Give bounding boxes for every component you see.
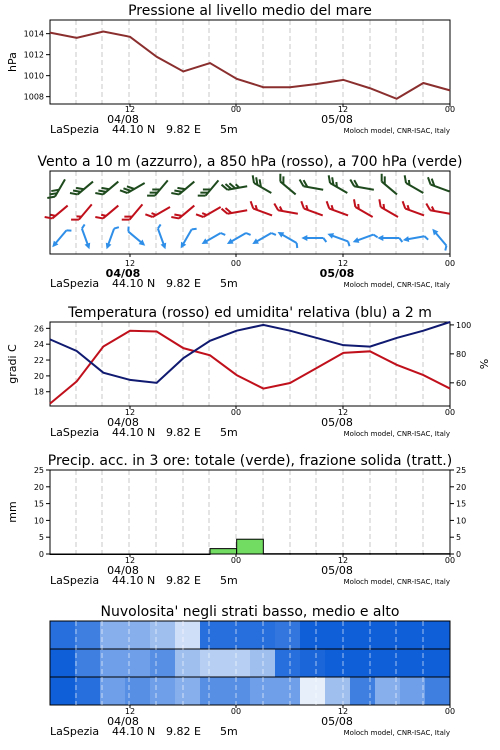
wind-10m-barb (178, 225, 197, 250)
y-axis-label: hPa (6, 52, 19, 72)
date-label: 05/08 (321, 113, 353, 126)
cloud-cell (275, 677, 301, 705)
y-tick-label: 20 (33, 482, 44, 492)
cloud-cell (100, 677, 126, 705)
wind-700-barb (378, 174, 401, 195)
precip-bar (317, 554, 344, 555)
y-tick-label-right: 5 (456, 533, 462, 543)
wind-10m-barb (429, 227, 450, 251)
x-tick-label: 12 (124, 707, 136, 716)
cloud-cell (325, 621, 351, 649)
x-tick-label: 12 (337, 556, 349, 565)
location-lon: 9.82 E (166, 725, 201, 738)
cloud-cell (300, 649, 326, 677)
wind-10m-barb (377, 235, 402, 242)
wind-10m-barb (78, 224, 93, 250)
cloud-cell (225, 621, 251, 649)
location-name: LaSpezia (50, 426, 100, 439)
y-tick-label: 1012 (23, 50, 44, 60)
x-tick-label: 00 (444, 259, 456, 268)
wind-850-barb (376, 199, 401, 217)
cloud-cell (100, 621, 126, 649)
cloud-cell (225, 649, 251, 677)
cloud-cell (50, 621, 76, 649)
wind-850-barb (249, 201, 275, 215)
date-label: 05/08 (321, 564, 353, 577)
y-tick-label-right: 10 (456, 516, 467, 526)
wind-850-barb (325, 201, 351, 215)
cloud-cell (200, 621, 226, 649)
cloud-cell (350, 621, 376, 649)
location-lat: 44.10 N (112, 123, 156, 136)
x-tick-label: 12 (124, 105, 136, 114)
cloud-cell (175, 677, 201, 705)
precip-bar (77, 554, 104, 555)
wind-10m-barb (301, 235, 326, 242)
x-tick-label: 00 (230, 556, 242, 565)
x-tick-label: 00 (230, 408, 242, 417)
y-tick-label: 15 (33, 499, 44, 509)
wind-10m-barb (124, 227, 148, 248)
y-tick-label: 20 (33, 371, 44, 381)
wind-850-barb (196, 202, 221, 220)
humidity-line (50, 322, 450, 383)
cloud-cell (200, 649, 226, 677)
location-alt: 5m (220, 277, 238, 290)
x-tick-label: 00 (444, 556, 456, 565)
date-label: 05/08 (319, 267, 355, 280)
wind-850-barb (222, 204, 248, 214)
precip-bar (370, 554, 397, 555)
wind-700-barb (198, 176, 219, 199)
temperature-line (50, 331, 450, 404)
cloud-cell (350, 677, 376, 705)
model-credit: Moloch model, CNR-ISAC, Italy (343, 127, 450, 135)
cloud-cell (275, 649, 301, 677)
y-tick-label: 22 (33, 356, 44, 366)
location-lat: 44.10 N (112, 725, 156, 738)
x-tick-label: 12 (124, 259, 136, 268)
cloud-cell (50, 649, 76, 677)
cloud-cell (150, 649, 176, 677)
x-tick-label: 00 (444, 707, 456, 716)
location-lat: 44.10 N (112, 574, 156, 587)
x-tick-label: 00 (444, 408, 456, 417)
wind-10m-barb (200, 229, 225, 248)
cloud-cell (425, 677, 451, 705)
precip-bar (397, 554, 424, 555)
y-tick-label-right: 60 (456, 378, 467, 388)
y-tick-label-right: 25 (456, 466, 467, 475)
cloud-cell (200, 677, 226, 705)
precip-bar (210, 549, 237, 554)
x-tick-label: 00 (230, 707, 242, 716)
location-lat: 44.10 N (112, 277, 156, 290)
location-lon: 9.82 E (166, 277, 201, 290)
y-tick-label-right: 100 (456, 320, 472, 330)
precip-bar (130, 554, 157, 555)
cloud-cell (425, 649, 451, 677)
precip-bar (183, 554, 210, 555)
y-axis-label-right: % (478, 358, 491, 370)
chart-title: Vento a 10 m (azzurro), a 850 hPa (rosso), a 700 hPa (verde) (37, 154, 463, 170)
y-axis-label: gradi C (6, 344, 19, 384)
cloud-cell (75, 677, 101, 705)
x-tick-label: 12 (337, 105, 349, 114)
wind-850-barb (71, 200, 92, 223)
cloud-cell (300, 621, 326, 649)
wind-850-barb (425, 203, 451, 213)
x-tick-label: 12 (337, 259, 349, 268)
wind-700-barb (349, 179, 375, 189)
cloud-cell (300, 677, 326, 705)
cloud-cell (50, 677, 76, 705)
y-tick-label-right: 20 (456, 482, 467, 492)
cloud-cell (75, 649, 101, 677)
y-tick-label: 25 (33, 466, 44, 475)
wind-700-barb (120, 178, 145, 196)
y-tick-label: 18 (33, 387, 44, 397)
precip-bar (343, 554, 370, 555)
cloud-cell (150, 677, 176, 705)
chart-title: Pressione al livello medio del mare (128, 3, 372, 19)
x-tick-label: 12 (124, 556, 136, 565)
model-credit: Moloch model, CNR-ISAC, Italy (343, 578, 450, 586)
cloud-cell (100, 649, 126, 677)
location-name: LaSpezia (50, 277, 100, 290)
date-label: 04/08 (105, 267, 141, 280)
x-tick-label: 12 (337, 408, 349, 417)
y-tick-label: 1008 (23, 92, 44, 102)
precip-bar (237, 539, 264, 554)
wind-850-barb (299, 201, 325, 215)
cloud-cell (375, 677, 401, 705)
location-lat: 44.10 N (112, 426, 156, 439)
location-name: LaSpezia (50, 574, 100, 587)
wind-700-barb (70, 177, 93, 198)
wind-850-barb (122, 200, 143, 223)
location-lon: 9.82 E (166, 123, 201, 136)
y-tick-label: 10 (33, 516, 44, 526)
wind-700-barb (426, 177, 452, 191)
y-tick-label: 1014 (23, 29, 44, 39)
precip-bar (290, 554, 317, 555)
wind-850-barb (95, 201, 118, 222)
location-lon: 9.82 E (166, 426, 201, 439)
y-tick-label: 24 (33, 340, 44, 350)
cloud-cell (175, 649, 201, 677)
cloud-cell (75, 621, 101, 649)
cloud-cell (325, 649, 351, 677)
wind-850-barb (273, 203, 299, 213)
cloud-cell (400, 649, 426, 677)
wind-700-barb (277, 174, 300, 195)
wind-850-barb (145, 202, 170, 220)
model-credit: Moloch model, CNR-ISAC, Italy (343, 729, 450, 737)
wind-10m-barb (50, 226, 71, 250)
y-tick-label: 5 (38, 533, 44, 543)
cloud-cell (375, 649, 401, 677)
location-alt: 5m (220, 725, 238, 738)
y-tick-label: 0 (38, 550, 44, 559)
chart-title: Temperatura (rosso) ed umidita' relativa (blu) a 2 m (68, 305, 432, 321)
cloud-cell (400, 621, 426, 649)
cloud-cell (375, 621, 401, 649)
wind-700-barb (147, 176, 168, 199)
precip-bar (50, 554, 77, 555)
cloud-cell (175, 621, 201, 649)
date-label: 04/08 (107, 416, 139, 429)
cloud-cell (275, 621, 301, 649)
wind-10m-barb (225, 229, 250, 248)
x-tick-label: 12 (124, 408, 136, 417)
wind-10m-barb (402, 233, 428, 244)
location-alt: 5m (220, 123, 238, 136)
chart-title: Precip. acc. in 3 ore: totale (verde), frazione solida (tratt.) (47, 453, 453, 469)
cloud-cell (225, 677, 251, 705)
date-label: 05/08 (321, 715, 353, 728)
cloud-cell (350, 649, 376, 677)
date-label: 04/08 (107, 113, 139, 126)
x-tick-label: 00 (230, 105, 242, 114)
location-lon: 9.82 E (166, 574, 201, 587)
cloud-cell (150, 621, 176, 649)
wind-850-barb (401, 201, 427, 215)
wind-850-barb (45, 201, 68, 222)
model-credit: Moloch model, CNR-ISAC, Italy (343, 281, 450, 289)
precip-bar (423, 554, 450, 555)
wind-700-barb (222, 180, 248, 190)
x-tick-label: 00 (230, 259, 242, 268)
cloud-cell (425, 621, 451, 649)
date-label: 04/08 (107, 715, 139, 728)
wind-10m-barb (326, 231, 352, 246)
y-tick-label: 26 (33, 324, 44, 334)
date-label: 04/08 (107, 564, 139, 577)
x-tick-label: 00 (444, 105, 456, 114)
precip-bar (103, 554, 130, 555)
model-credit: Moloch model, CNR-ISAC, Italy (343, 430, 450, 438)
wind-10m-barb (104, 225, 119, 251)
cloud-cell (400, 677, 426, 705)
wind-700-barb (95, 177, 118, 198)
location-name: LaSpezia (50, 725, 100, 738)
wind-700-barb (326, 175, 351, 193)
y-tick-label-right: 0 (456, 550, 462, 559)
y-tick-label: 1010 (23, 71, 44, 81)
x-tick-label: 12 (337, 707, 349, 716)
location-alt: 5m (220, 574, 238, 587)
chart-title: Nuvolosita' negli strati basso, medio e alto (100, 604, 400, 620)
y-axis-label: mm (6, 501, 19, 523)
precip-bar (263, 554, 290, 555)
pressure-line (50, 32, 450, 99)
plot-frame (50, 322, 450, 406)
wind-10m-barb (352, 231, 378, 246)
wind-10m-barb (276, 229, 301, 248)
location-name: LaSpezia (50, 123, 100, 136)
wind-700-barb (250, 175, 275, 193)
cloud-cell (325, 677, 351, 705)
y-tick-label-right: 80 (456, 349, 467, 359)
y-tick-label-right: 15 (456, 499, 467, 509)
wind-850-barb (351, 199, 376, 217)
wind-700-barb (299, 179, 325, 189)
location-alt: 5m (220, 426, 238, 439)
date-label: 05/08 (321, 416, 353, 429)
precip-bar (157, 554, 184, 555)
